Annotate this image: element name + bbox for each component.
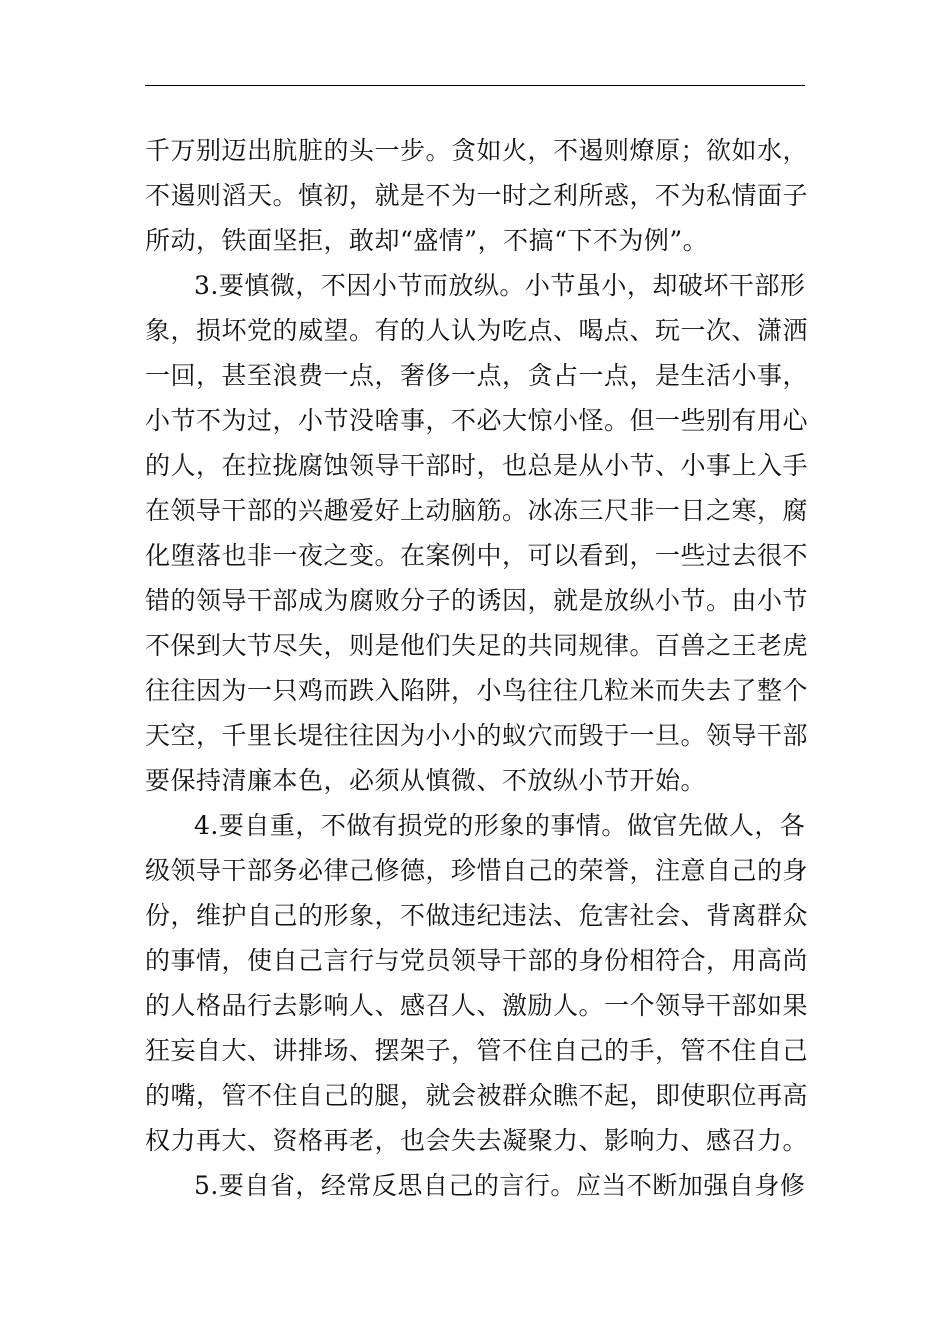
text-line: 化堕落也非一夜之变。在案例中，可以看到，一些过去很不	[145, 541, 809, 570]
text-line: 天空，千里长堤往往因为小小的蚁穴而毁于一旦。领导干部	[145, 721, 809, 750]
header-rule	[145, 85, 805, 86]
text-line: 份，维护自己的形象，不做违纪违法、危害社会、背离群众	[145, 901, 809, 930]
body-text	[145, 128, 809, 1208]
text-line: 在领导干部的兴趣爱好上动脑筋。冰冻三尺非一日之寒，腐	[145, 496, 809, 525]
text-line: 权力再大、资格再老，也会失去凝聚力、影响力、感召力。	[145, 1126, 809, 1155]
text-line: 往往因为一只鸡而跌入陷阱，小鸟往往几粒米而失去了整个	[145, 676, 809, 705]
text-line: 不保到大节尽失，则是他们失足的共同规律。百兽之王老虎	[145, 631, 809, 660]
text-line: 要保持清廉本色，必须从慎微、不放纵小节开始。	[145, 766, 707, 795]
text-line: 4.要自重，不做有损党的形象的事情。做官先做人，各	[194, 811, 806, 840]
text-line: 5.要自省，经常反思自己的言行。应当不断加强自身修	[194, 1171, 806, 1200]
text-line: 的事情，使自己言行与党员领导干部的身份相符合，用高尚	[145, 946, 809, 975]
text-line: 的人格品行去影响人、感召人、激励人。一个领导干部如果	[145, 991, 809, 1020]
text-line: 级领导干部务必律己修德，珍惜自己的荣誉，注意自己的身	[145, 856, 809, 885]
text-line: 3.要慎微，不因小节而放纵。小节虽小，却破坏干部形	[194, 271, 806, 300]
text-line: 的人，在拉拢腐蚀领导干部时，也总是从小节、小事上入手	[145, 451, 809, 480]
text-line: 所动，铁面坚拒，敢却“盛情”，不搞“下不为例”。	[145, 226, 709, 255]
text-line: 狂妄自大、讲排场、摆架子，管不住自己的手，管不住自己	[145, 1036, 809, 1065]
text-line: 一回，甚至浪费一点，奢侈一点，贪占一点，是生活小事，	[145, 361, 809, 390]
text-line: 的嘴，管不住自己的腿，就会被群众瞧不起，即使职位再高	[145, 1081, 809, 1110]
text-line: 象，损坏党的威望。有的人认为吃点、喝点、玩一次、潇洒	[145, 316, 809, 345]
text-line: 不遏则滔天。慎初，就是不为一时之利所惑，不为私情面子	[145, 181, 809, 210]
text-line: 错的领导干部成为腐败分子的诱因，就是放纵小节。由小节	[145, 586, 809, 615]
text-line: 千万别迈出肮脏的头一步。贪如火，不遏则燎原；欲如水，	[145, 136, 809, 165]
text-line: 小节不为过，小节没啥事，不必大惊小怪。但一些别有用心	[145, 406, 809, 435]
